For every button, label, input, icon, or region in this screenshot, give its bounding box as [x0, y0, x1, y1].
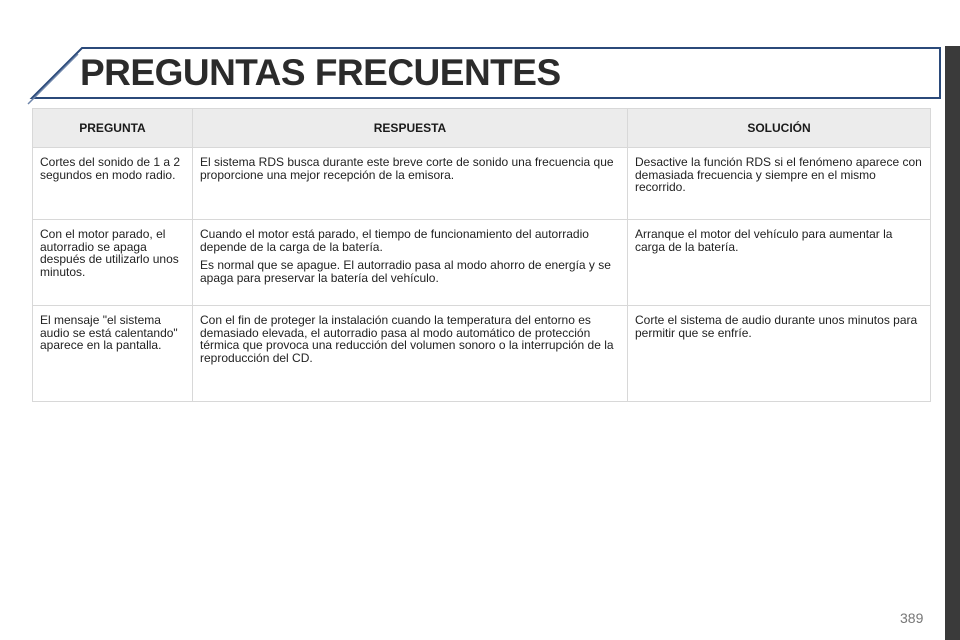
respuesta-paragraph: Es normal que se apague. El autorradio pasa al modo ahorro de energía y se apaga para preservar la batería del vehículo.	[200, 258, 611, 285]
cell-solucion: Desactive la función RDS si el fenómeno aparece con demasiada frecuencia y siempre en el mismo recorrido.	[628, 148, 931, 220]
page-title: PREGUNTAS FRECUENTES	[80, 52, 561, 93]
page-number: 389	[900, 610, 924, 626]
cell-respuesta	[193, 148, 628, 220]
cell-pregunta: Cortes del sonido de 1 a 2 segundos en modo radio.	[33, 148, 193, 220]
cell-solucion: Arranque el motor del vehículo para aumentar la carga de la batería.	[628, 220, 931, 306]
table-row	[33, 220, 931, 306]
cell-respuesta	[193, 220, 628, 306]
cell-pregunta: Con el motor parado, el autorradio se apaga después de utilizarlo unos minutos.	[33, 220, 193, 306]
table-row	[33, 306, 931, 402]
column-header-solucion: SOLUCIÓN	[628, 109, 931, 148]
column-header-respuesta: RESPUESTA	[193, 109, 628, 148]
sidebar-strip	[945, 46, 960, 640]
faq-table	[32, 108, 931, 402]
column-header-pregunta: PREGUNTA	[33, 109, 193, 148]
respuesta-paragraph: El sistema RDS busca durante este breve corte de sonido una frecuencia que proporcione una mejor recepción de la emisora.	[200, 155, 614, 182]
respuesta-paragraph: Cuando el motor está parado, el tiempo de funcionamiento del autorradio depende de la carga de la batería.	[200, 227, 589, 254]
table-header-row	[33, 109, 931, 148]
table-row	[33, 148, 931, 220]
cell-solucion: Corte el sistema de audio durante unos minutos para permitir que se enfríe.	[628, 306, 931, 402]
cell-respuesta	[193, 306, 628, 402]
respuesta-paragraph: Con el fin de proteger la instalación cuando la temperatura del entorno es demasiado elevada, el autorradio pasa al modo automático de protección térmica que provoca una reducción del volumen sonoro o la interrupción de la reproducción del CD.	[200, 313, 614, 365]
cell-pregunta: El mensaje "el sistema audio se está calentando" aparece en la pantalla.	[33, 306, 193, 402]
